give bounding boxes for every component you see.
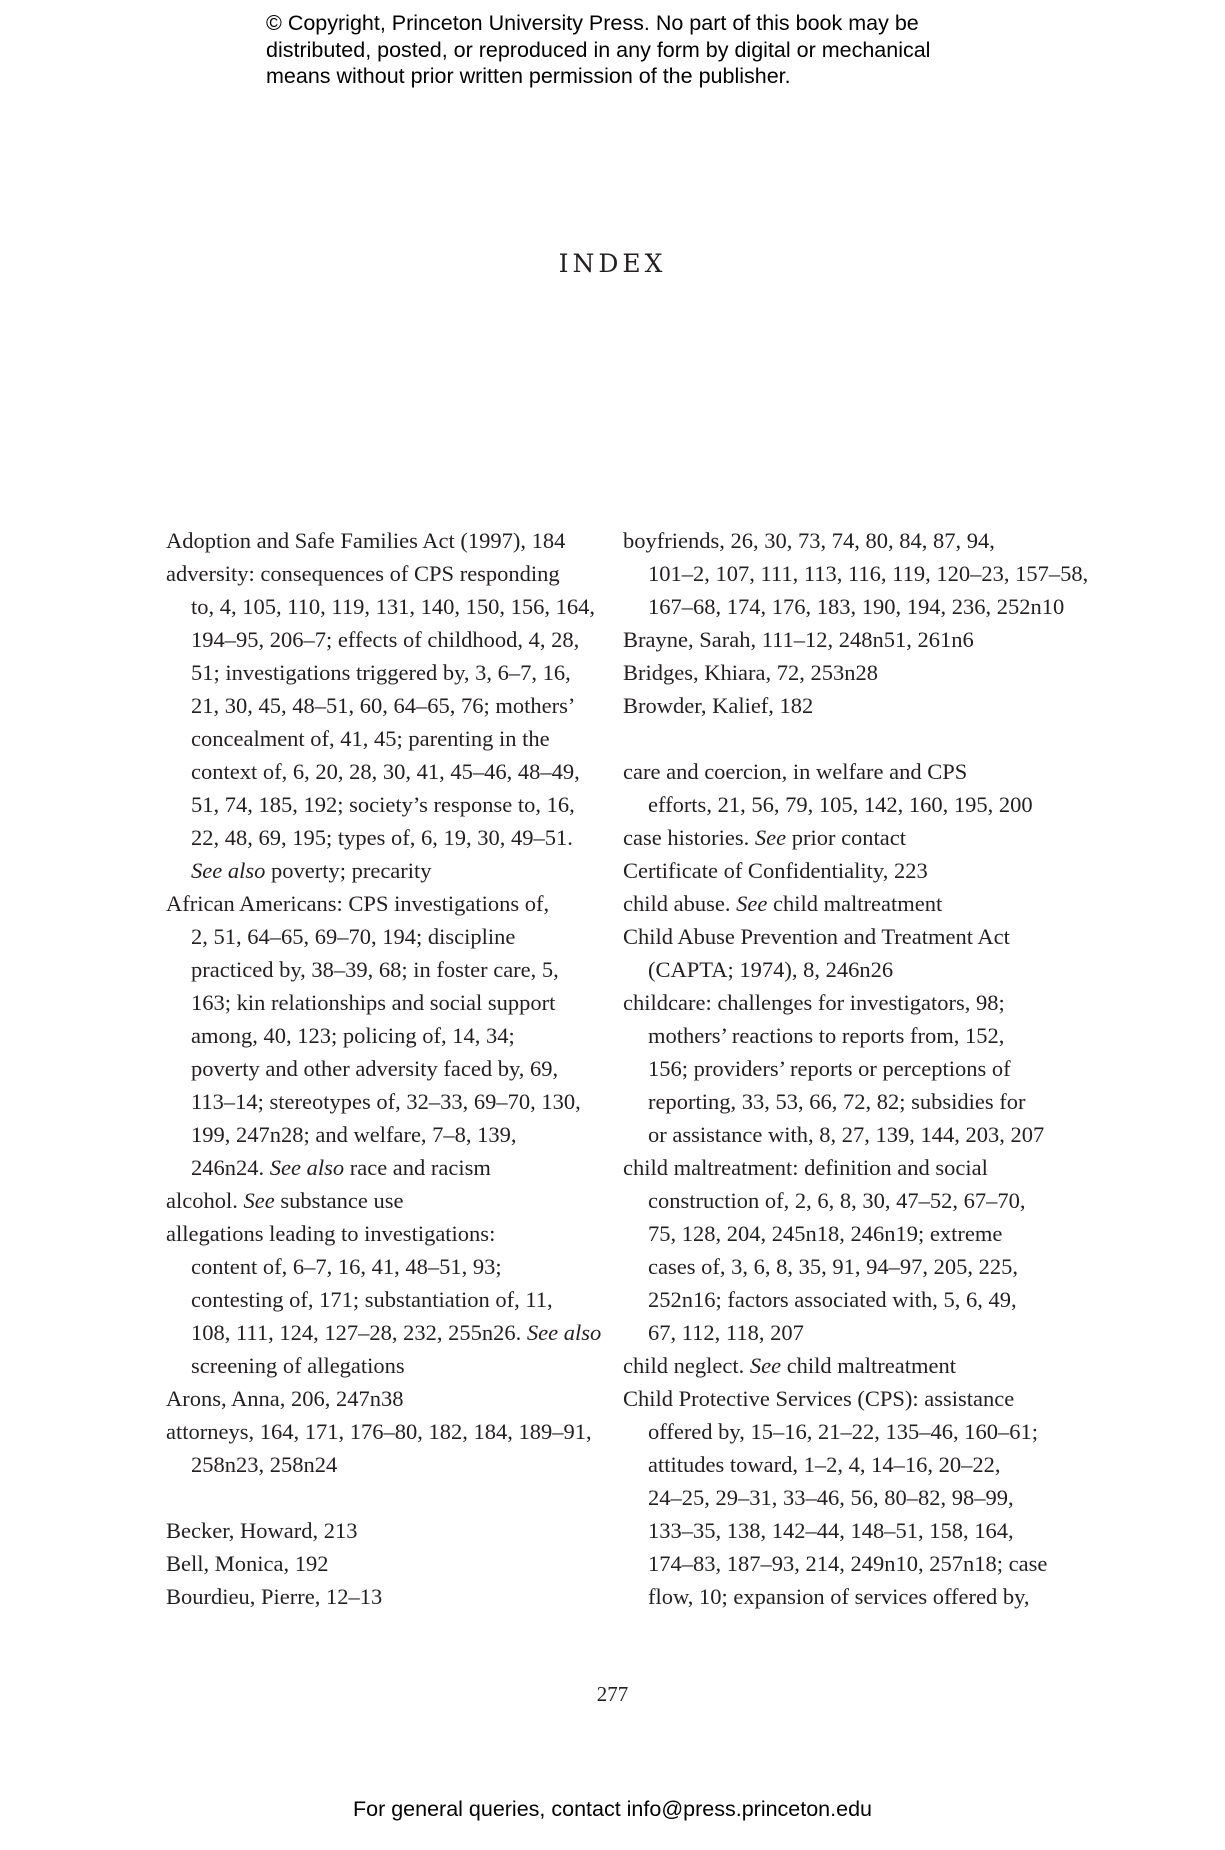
entry-text: adversity: consequences of CPS responding [166,561,560,586]
entry-text: 2, 51, 64–65, 69–70, 194; discipline [191,924,516,949]
index-subline [623,1085,1053,1118]
index-subline [166,1448,596,1481]
index-entry [166,1580,596,1613]
entry-text: cases of, 3, 6, 8, 35, 91, 94–97, 205, 225, [648,1254,1018,1279]
index-entry [166,1514,596,1547]
entry-text: Bell, Monica, 192 [166,1551,329,1576]
entry-text: practiced by, 38–39, 68; in foster care, 5, [191,957,559,982]
entry-text: Certificate of Confidentiality, 223 [623,858,928,883]
entry-text: 167–68, 174, 176, 183, 190, 194, 236, 252n10 [648,594,1065,619]
entry-text: 67, 112, 118, 207 [648,1320,804,1345]
index-subline [166,1118,596,1151]
entry-text: 108, 111, 124, 127–28, 232, 255n26. [191,1320,527,1345]
cross-reference-target: child maltreatment [767,891,943,916]
entry-text: Arons, Anna, 206, 247n38 [166,1386,404,1411]
index-entry [623,656,1053,689]
index-subline [166,1250,596,1283]
index-entry [623,524,1053,557]
entry-text: child abuse. [623,891,737,916]
index-entry [623,623,1053,656]
index-subline [623,1019,1053,1052]
index-subline [623,1316,1053,1349]
index-subline [166,1349,596,1382]
index-subline [166,623,596,656]
index-entry [623,920,1053,953]
entry-text: 156; providers’ reports or perceptions of [648,1056,1011,1081]
entry-text: childcare: challenges for investigators, 98; [623,990,1005,1015]
page-title: INDEX [558,249,667,278]
copyright-line: means without prior written permission of the publisher. [266,64,791,88]
index-subline [166,1151,596,1184]
cross-reference-target: race and racism [344,1155,491,1180]
index-subline [623,1250,1053,1283]
entry-text: 51, 74, 185, 192; society’s response to, 16, [191,792,575,817]
index-subline [166,1283,596,1316]
entry-text: efforts, 21, 56, 79, 105, 142, 160, 195, 200 [648,792,1033,817]
entry-text: 22, 48, 69, 195; types of, 6, 19, 30, 49–51. [191,825,573,850]
entry-text: 194–95, 206–7; effects of childhood, 4, 28, [191,627,580,652]
index-subline [166,656,596,689]
cross-reference-label: See also [269,1155,345,1180]
entry-text: 252n16; factors associated with, 5, 6, 49, [648,1287,1017,1312]
index-subline [166,1085,596,1118]
index-column-left [166,524,602,1613]
index-subline [623,1217,1053,1250]
index-subline [623,1052,1053,1085]
index-subline [623,1184,1053,1217]
footer-contact: For general queries, contact info@press.princeton.edu [352,1797,872,1821]
index-subline [623,1283,1053,1316]
index-subline [166,821,596,854]
section-gap [623,722,1053,755]
entry-text: content of, 6–7, 16, 41, 48–51, 93; [191,1254,502,1279]
index-subline [623,1448,1053,1481]
index-subline [623,1514,1053,1547]
index-entry [166,1415,596,1448]
entry-text: alcohol. [166,1188,244,1213]
index-entry [623,1349,1053,1382]
entry-text: (CAPTA; 1974), 8, 246n26 [648,957,894,982]
index-entry [623,854,1053,887]
index-entry [623,1382,1053,1415]
entry-text: allegations leading to investigations: [166,1221,496,1246]
index-entry [623,689,1053,722]
entry-text: Bourdieu, Pierre, 12–13 [166,1584,383,1609]
index-entry [166,1382,596,1415]
index-entry [623,821,1053,854]
index-subline [623,788,1053,821]
index-entry [623,755,1053,788]
entry-text: poverty and other adversity faced by, 69, [191,1056,559,1081]
entry-text: care and coercion, in welfare and CPS [623,759,968,784]
index-subline [623,1415,1053,1448]
entry-text: 51; investigations triggered by, 3, 6–7, 16, [191,660,571,685]
entry-text: contesting of, 171; substantiation of, 11, [191,1287,553,1312]
index-column-right [623,524,1089,1613]
entry-text: Child Protective Services (CPS): assistance [623,1386,1015,1411]
cross-reference-label: See also [526,1320,602,1345]
index-entry [623,1151,1053,1184]
index-entry [623,986,1053,1019]
index-subline [166,953,596,986]
entry-text: mothers’ reactions to reports from, 152, [648,1023,1005,1048]
entry-text: 21, 30, 45, 48–51, 60, 64–65, 76; mothers’ [191,693,576,718]
entry-text: 258n23, 258n24 [191,1452,338,1477]
entry-text: Becker, Howard, 213 [166,1518,358,1543]
entry-text: 75, 128, 204, 245n18, 246n19; extreme [648,1221,1003,1246]
index-subline [623,953,1053,986]
entry-text: 174–83, 187–93, 214, 249n10, 257n18; case [648,1551,1048,1576]
entry-text: among, 40, 123; policing of, 14, 34; [191,1023,515,1048]
entry-text: construction of, 2, 6, 8, 30, 47–52, 67–70, [648,1188,1026,1213]
copyright-line: distributed, posted, or reproduced in any form by digital or mechanical [266,37,931,62]
entry-text: 24–25, 29–31, 33–46, 56, 80–82, 98–99, [648,1485,1014,1510]
index-subline [166,920,596,953]
index-entry [166,557,596,590]
index-subline [623,557,1089,590]
index-entry [166,1184,596,1217]
index-subline [166,1052,596,1085]
section-gap [166,1481,596,1514]
entry-text: Browder, Kalief, 182 [623,693,814,718]
index-subline [623,1580,1053,1613]
entry-text: case histories. [623,825,755,850]
copyright-line: © Copyright, Princeton University Press. No part of this book may be [266,11,919,35]
entry-text: concealment of, 41, 45; parenting in the [191,726,550,751]
index-subline [166,1316,602,1349]
entry-text: Bridges, Khiara, 72, 253n28 [623,660,878,685]
entry-text: 246n24. [191,1155,270,1180]
cross-reference-target: poverty; precarity [265,858,432,883]
index-subline [166,722,596,755]
entry-text: Brayne, Sarah, 111–12, 248n51, 261n6 [623,627,974,652]
entry-text: child maltreatment: definition and social [623,1155,988,1180]
cross-reference-target: child maltreatment [781,1353,956,1378]
entry-text: 101–2, 107, 111, 113, 116, 119, 120–23, 157–58, [648,561,1089,586]
entry-text: reporting, 33, 53, 66, 72, 82; subsidies for [648,1089,1026,1114]
copyright-notice [266,10,1026,90]
cross-reference-label: See [754,825,787,850]
index-entry [623,887,1053,920]
cross-reference-label: See [243,1188,275,1213]
cross-reference-label: See [749,1353,782,1378]
entry-text: 133–35, 138, 142–44, 148–51, 158, 164, [648,1518,1014,1543]
index-subline [166,689,596,722]
index-subline [623,1547,1053,1580]
entry-text: or assistance with, 8, 27, 139, 144, 203, 207 [648,1122,1045,1147]
entry-text: 113–14; stereotypes of, 32–33, 69–70, 130, [191,1089,581,1114]
cross-reference-target: substance use [274,1188,404,1213]
entry-text: context of, 6, 20, 28, 30, 41, 45–46, 48–49, [191,759,580,784]
entry-text: 199, 247n28; and welfare, 7–8, 139, [191,1122,517,1147]
index-subline [166,986,596,1019]
entry-text: 163; kin relationships and social support [191,990,556,1015]
page-number: 277 [596,1682,629,1706]
entry-text: to, 4, 105, 110, 119, 131, 140, 150, 156, 164, [191,594,595,619]
entry-text: African Americans: CPS investigations of, [166,891,550,916]
index-subline [166,755,596,788]
index-entry [166,1547,596,1580]
entry-text: child neglect. [623,1353,750,1378]
cross-reference-target: prior contact [786,825,907,850]
index-entry [166,887,596,920]
index-subline [166,854,596,887]
cross-reference-label: See also [191,858,266,883]
cross-reference-label: See [736,891,768,916]
index-subline [166,1019,596,1052]
entry-text: attorneys, 164, 171, 176–80, 182, 184, 189–91, [166,1419,592,1444]
index-entry [166,1217,596,1250]
index-subline [166,590,596,623]
index-entry [166,524,596,557]
entry-text: Adoption and Safe Families Act (1997), 184 [166,528,566,553]
entry-text: offered by, 15–16, 21–22, 135–46, 160–61; [648,1419,1038,1444]
index-subline [623,590,1065,623]
entry-text: screening of allegations [191,1353,405,1378]
entry-text: Child Abuse Prevention and Treatment Act [623,924,1010,949]
entry-text: boyfriends, 26, 30, 73, 74, 80, 84, 87, 94, [623,528,995,553]
entry-text: attitudes toward, 1–2, 4, 14–16, 20–22, [648,1452,1001,1477]
index-subline [623,1481,1053,1514]
index-subline [623,1118,1053,1151]
index-subline [166,788,596,821]
entry-text: flow, 10; expansion of services offered by, [648,1584,1030,1609]
